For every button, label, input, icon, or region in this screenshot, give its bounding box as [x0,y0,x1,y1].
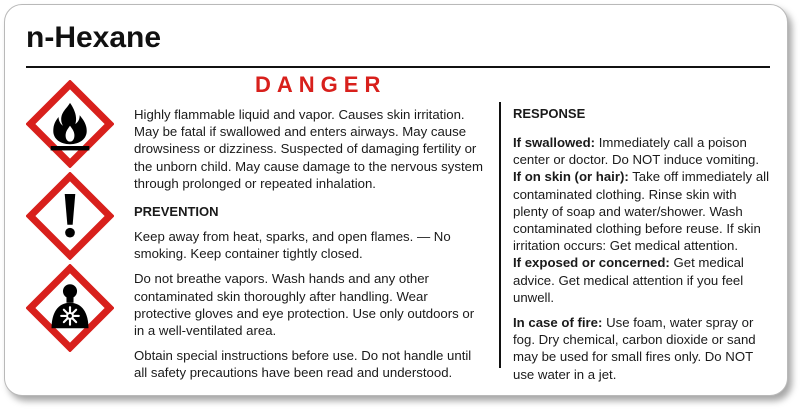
exclamation-mark-icon [26,172,114,260]
response-item [513,314,775,383]
response-item-text: Get medical advice. Get medical attention if you feel unwell. [513,255,744,305]
response-item-text: Immediately call a poison center or doctor. Do NOT induce vomiting. [513,135,760,168]
response-item-label: If on skin (or hair): [513,169,629,185]
right-column [513,106,775,383]
left-column [134,106,486,390]
health-hazard-icon [26,264,114,352]
response-item [513,168,775,254]
product-title: n-Hexane [26,21,162,54]
hazard-statement: Highly flammable liquid and vapor. Causes skin irritation. May be fatal if swallowed and enters airways. May cause drowsiness or dizziness. Suspected of damaging fertility or the unborn child. May cause damage to the nervous system through prolonged or repeated inhalation. [134,107,483,191]
prevention-paragraph: Do not breathe vapors. Wash hands and any other contaminated skin thoroughly after handling. Wear protective gloves and eye protection. Use only outdoors or in a well-ventilated area. [134,271,475,339]
prevention-paragraph: Keep away from heat, sparks, and open flames. — No smoking. Keep container tightly closed. [134,229,451,262]
prevention-paragraph: Obtain special instructions before use. Do not handle until all safety precautions have been read and understood. [134,348,472,381]
response-item [513,134,775,168]
prevention-heading: PREVENTION [134,204,219,220]
title-rule [26,66,770,68]
response-item-text: Take off immediately all contaminated clothing. Rinse skin with plenty of soap and water/shower. Wash contaminated clothing before reuse. If skin irritation occurs: Get medical attention. [513,169,770,254]
response-heading: RESPONSE [513,106,586,121]
response-item-label: If exposed or concerned: [513,255,670,271]
response-item-label: In case of fire: [513,315,603,331]
response-item [513,254,775,306]
column-divider [499,102,501,368]
response-item-text: Use foam, water spray or fog. Dry chemical, carbon dioxide or sand may be used for small fires only. Do NOT use water in a jet. [513,315,756,382]
response-item-label: If swallowed: [513,135,596,150]
signal-word: DANGER [255,72,387,97]
flame-icon [26,80,114,168]
